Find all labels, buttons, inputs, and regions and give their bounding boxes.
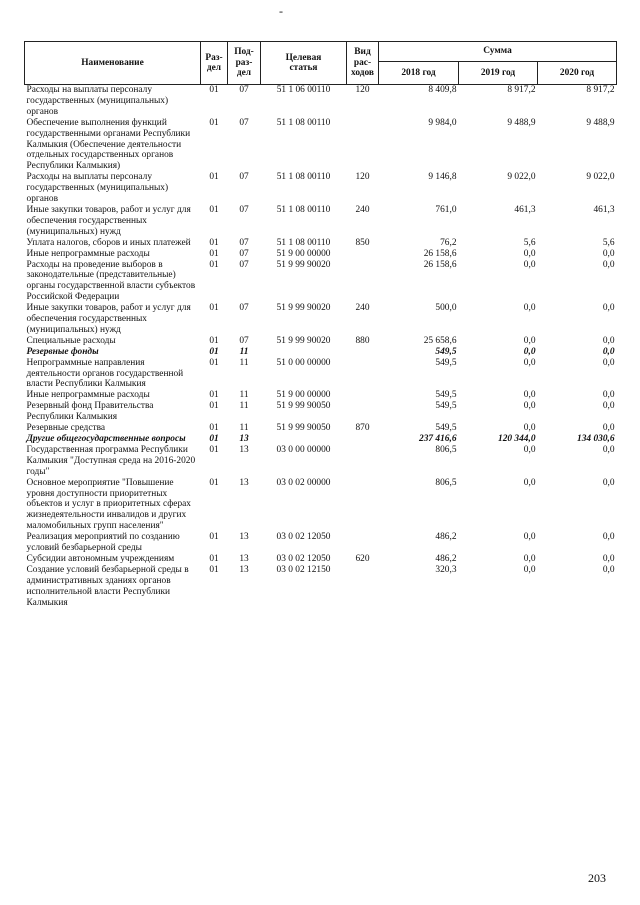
row-amount-2020: 0,0	[602, 553, 615, 564]
table-row	[25, 565, 617, 609]
table-row	[25, 336, 617, 347]
row-amount-2020: 0,0	[602, 357, 615, 368]
row-amount-2020: 0,0	[602, 303, 615, 314]
row-target: 51 9 00 00000	[276, 248, 331, 259]
row-vid: 620	[355, 553, 370, 564]
row-vid: 240	[355, 303, 370, 314]
row-amount-2020: 9 022,0	[586, 172, 615, 183]
row-target	[261, 434, 347, 445]
header-year-2019: 2019 год	[459, 62, 538, 85]
row-name: Специальные расходы	[26, 335, 116, 346]
row-amount-2018: 549,5	[435, 346, 457, 357]
header-vid: Вид рас- ходов	[347, 42, 379, 85]
row-amount-2020: 9 488,9	[586, 117, 615, 128]
table-row	[25, 238, 617, 249]
row-name: Создание условий безбарьерной среды в административных зданиях органов исполнительной власти Республики Калмыкия	[26, 564, 189, 608]
row-target: 51 1 08 00110	[276, 117, 331, 128]
header-name: Наименование	[25, 42, 201, 85]
row-amount-2020: 5,6	[602, 237, 615, 248]
row-amount-2018: 320,3	[435, 564, 457, 575]
row-razdel: 01	[209, 444, 219, 455]
row-amount-2018: 549,5	[435, 390, 457, 401]
row-amount-2018: 237 416,6	[419, 434, 457, 444]
row-target	[261, 347, 347, 358]
row-target: 03 0 02 12050	[276, 553, 331, 564]
table-row	[25, 434, 617, 445]
row-name: Уплата налогов, сборов и иных платежей	[26, 237, 191, 248]
row-podrazdel: 07	[239, 204, 249, 215]
row-amount-2018: 806,5	[435, 444, 457, 455]
table-row	[25, 532, 617, 554]
header-target: Целевая статья	[261, 42, 347, 85]
row-amount-2019: 9 022,0	[507, 172, 536, 183]
row-amount-2019: 120 344,0	[498, 434, 536, 444]
row-razdel: 01	[209, 259, 219, 270]
row-podrazdel: 13	[239, 564, 249, 575]
row-vid: 240	[355, 204, 370, 215]
row-amount-2018: 486,2	[435, 553, 457, 564]
row-name: Реализация мероприятий по созданию условий безбарьерной среды	[26, 532, 180, 554]
row-razdel: 01	[209, 237, 219, 248]
row-vid: 120	[347, 85, 379, 118]
row-razdel: 01	[209, 117, 219, 128]
row-name: Резервные фонды	[26, 346, 99, 357]
row-name: Иные непрограммные расходы	[26, 390, 150, 401]
row-target: 03 0 02 12150	[276, 564, 331, 575]
row-razdel: 01	[209, 172, 219, 183]
row-amount-2018: 8 409,8	[379, 85, 459, 118]
row-amount-2018: 26 158,6	[423, 259, 457, 270]
row-name: Субсидии автономным учреждениям	[26, 553, 175, 564]
row-razdel: 01	[209, 357, 219, 368]
header-year-2020: 2020 год	[538, 62, 617, 85]
row-target: 51 9 99 90050	[276, 401, 331, 412]
table-row	[25, 205, 617, 238]
row-razdel: 01	[209, 423, 219, 434]
row-razdel: 01	[209, 553, 219, 564]
row-name: Обеспечение выполнения функций государственными органами Республики Калмыкия (Обеспечение деятельности отдельных государственных органов Республики Калмыкия)	[26, 117, 191, 172]
row-amount-2019: 0,0	[523, 390, 536, 401]
row-podrazdel: 07	[239, 172, 249, 183]
row-name: Иные закупки товаров, работ и услуг для обеспечения государственных (муниципальных) нужд	[26, 204, 191, 237]
row-amount-2019: 0,0	[523, 357, 536, 368]
row-podrazdel: 11	[239, 357, 249, 368]
row-amount-2018: 549,5	[435, 357, 457, 368]
row-name: Непрограммные направления деятельности органов государственной власти Республики Калмыкия	[26, 357, 184, 390]
row-vid	[347, 565, 379, 609]
table-row	[25, 401, 617, 423]
table-row	[25, 303, 617, 336]
row-amount-2018: 806,5	[435, 477, 457, 488]
row-razdel: 01	[209, 390, 219, 401]
row-amount-2018: 9 146,8	[428, 172, 457, 183]
row-amount-2019: 0,0	[523, 553, 536, 564]
row-name: Расходы на выплаты персоналу государственных (муниципальных) органов	[25, 85, 201, 118]
row-target: 51 9 99 90050	[276, 423, 331, 434]
row-amount-2019: 5,6	[523, 237, 536, 248]
row-podrazdel: 07	[239, 117, 249, 128]
row-podrazdel: 07	[228, 85, 261, 118]
table-row	[25, 249, 617, 260]
row-amount-2019: 461,3	[514, 204, 536, 215]
row-razdel: 01	[209, 477, 219, 488]
row-amount-2018: 549,5	[435, 401, 457, 412]
table-row	[25, 347, 617, 358]
row-razdel: 01	[209, 401, 219, 412]
row-amount-2020: 8 917,2	[538, 85, 617, 118]
row-vid	[347, 445, 379, 478]
row-vid	[347, 249, 379, 260]
row-amount-2018: 486,2	[435, 532, 457, 543]
row-vid	[347, 434, 379, 445]
table-header	[25, 42, 617, 85]
table-row	[25, 423, 617, 434]
table-row	[25, 445, 617, 478]
row-amount-2018: 549,5	[435, 423, 457, 434]
row-target: 51 1 08 00110	[276, 172, 331, 183]
row-razdel: 01	[209, 204, 219, 215]
table-row	[25, 478, 617, 533]
header-razdel: Раз- дел	[201, 42, 228, 85]
row-name: Резервный фонд Правительства Республики Калмыкия	[26, 401, 154, 423]
row-amount-2019: 0,0	[523, 248, 536, 259]
row-vid	[347, 532, 379, 554]
row-vid	[347, 347, 379, 358]
row-podrazdel: 11	[239, 390, 249, 401]
row-amount-2020: 0,0	[602, 477, 615, 488]
row-podrazdel: 11	[239, 401, 249, 412]
row-amount-2019: 0,0	[523, 401, 536, 412]
row-amount-2019: 0,0	[523, 346, 536, 357]
row-amount-2018: 26 158,6	[423, 248, 457, 259]
row-target: 51 0 00 00000	[276, 357, 331, 368]
row-amount-2020: 0,0	[602, 401, 615, 412]
table-row	[25, 358, 617, 391]
row-amount-2019: 0,0	[523, 477, 536, 488]
table-row	[25, 260, 617, 304]
row-name: Другие общегосударственные вопросы	[26, 434, 186, 444]
row-name: Расходы на проведение выборов в законодательные (представительные) органы государственной власти субъектов Российской Федерации	[26, 259, 196, 303]
row-name: Государственная программа Республики Калмыкия "Доступная среда на 2016-2020 годы"	[26, 444, 196, 477]
row-amount-2020: 0,0	[602, 444, 615, 455]
row-amount-2019: 0,0	[523, 303, 536, 314]
row-razdel: 01	[209, 303, 219, 314]
row-razdel: 01	[209, 564, 219, 575]
row-vid	[347, 260, 379, 304]
row-vid: 850	[355, 237, 370, 248]
row-name: Основное мероприятие "Повышение уровня доступности приоритетных объектов и услуг в приоритетных сферах жизнедеятельности инвалидов и других маломобильных групп населения"	[26, 477, 191, 532]
row-podrazdel: 07	[239, 237, 249, 248]
row-podrazdel: 11	[239, 423, 249, 434]
row-amount-2020: 0,0	[602, 423, 615, 434]
row-amount-2019: 8 917,2	[459, 85, 538, 118]
row-podrazdel: 07	[239, 259, 249, 270]
row-target: 03 0 02 00000	[276, 477, 331, 488]
row-podrazdel: 07	[239, 248, 249, 259]
row-name: Расходы на выплаты персоналу государственных (муниципальных) органов	[26, 172, 169, 205]
row-vid: 880	[355, 335, 370, 346]
row-amount-2019: 0,0	[523, 335, 536, 346]
row-podrazdel: 07	[239, 335, 249, 346]
table-row	[25, 118, 617, 173]
row-amount-2019: 0,0	[523, 532, 536, 543]
row-amount-2019: 0,0	[523, 259, 536, 270]
row-name: Иные непрограммные расходы	[26, 248, 150, 259]
row-target: 51 9 99 90020	[276, 303, 331, 314]
row-amount-2020: 0,0	[602, 259, 615, 270]
row-target: 51 9 99 90020	[276, 259, 331, 270]
row-vid: 120	[355, 172, 370, 183]
row-podrazdel: 13	[239, 477, 249, 488]
row-podrazdel: 13	[239, 444, 249, 455]
row-amount-2019: 0,0	[523, 564, 536, 575]
row-vid	[347, 358, 379, 391]
row-amount-2020: 0,0	[602, 564, 615, 575]
header-podrazdel: Под- раз- дел	[228, 42, 261, 85]
row-amount-2018: 761,0	[435, 204, 457, 215]
row-razdel: 01	[201, 85, 228, 118]
header-summa: Сумма	[379, 42, 617, 62]
row-target: 51 9 00 00000	[276, 390, 331, 401]
row-amount-2020: 0,0	[602, 248, 615, 259]
table-row	[25, 554, 617, 565]
row-vid	[347, 478, 379, 533]
table-row	[25, 85, 617, 118]
row-target: 51 9 99 90020	[276, 335, 331, 346]
row-vid	[347, 390, 379, 401]
row-podrazdel: 13	[239, 434, 249, 444]
table-row	[25, 172, 617, 205]
row-name: Иные закупки товаров, работ и услуг для обеспечения государственных (муниципальных) нужд	[26, 303, 191, 335]
row-amount-2019: 0,0	[523, 444, 536, 455]
row-amount-2018: 9 984,0	[428, 117, 457, 128]
header-year-2018: 2018 год	[379, 62, 459, 85]
row-target: 03 0 00 00000	[276, 444, 331, 455]
row-amount-2020: 0,0	[602, 390, 615, 401]
row-amount-2020: 134 030,6	[577, 434, 615, 444]
row-amount-2020: 0,0	[602, 335, 615, 346]
row-podrazdel: 13	[239, 532, 249, 543]
row-amount-2020: 0,0	[602, 532, 615, 543]
row-amount-2019: 9 488,9	[507, 117, 536, 128]
row-name: Резервные средства	[26, 423, 106, 434]
page-number: 203	[588, 871, 606, 885]
row-vid	[347, 118, 379, 173]
row-razdel: 01	[209, 346, 219, 357]
row-razdel: 01	[209, 335, 219, 346]
row-amount-2018: 76,2	[440, 237, 457, 248]
row-podrazdel: 11	[239, 346, 249, 357]
table-body	[25, 85, 617, 609]
row-target: 51 1 08 00110	[276, 237, 331, 248]
row-vid	[347, 401, 379, 423]
top-mark: -	[279, 4, 283, 18]
row-target: 03 0 02 12050	[276, 532, 331, 543]
row-podrazdel: 13	[239, 553, 249, 564]
row-amount-2018: 25 658,6	[423, 335, 457, 346]
row-podrazdel: 07	[239, 303, 249, 314]
row-razdel: 01	[209, 248, 219, 259]
row-razdel: 01	[209, 532, 219, 543]
table-row	[25, 390, 617, 401]
row-target: 51 1 08 00110	[276, 204, 331, 215]
row-amount-2020: 0,0	[602, 346, 615, 357]
row-target: 51 1 06 00110	[261, 85, 347, 118]
row-razdel: 01	[209, 434, 219, 444]
row-amount-2020: 461,3	[593, 204, 615, 215]
row-vid: 870	[355, 423, 370, 434]
row-amount-2019: 0,0	[523, 423, 536, 434]
budget-table	[24, 41, 617, 609]
row-amount-2018: 500,0	[435, 303, 457, 314]
